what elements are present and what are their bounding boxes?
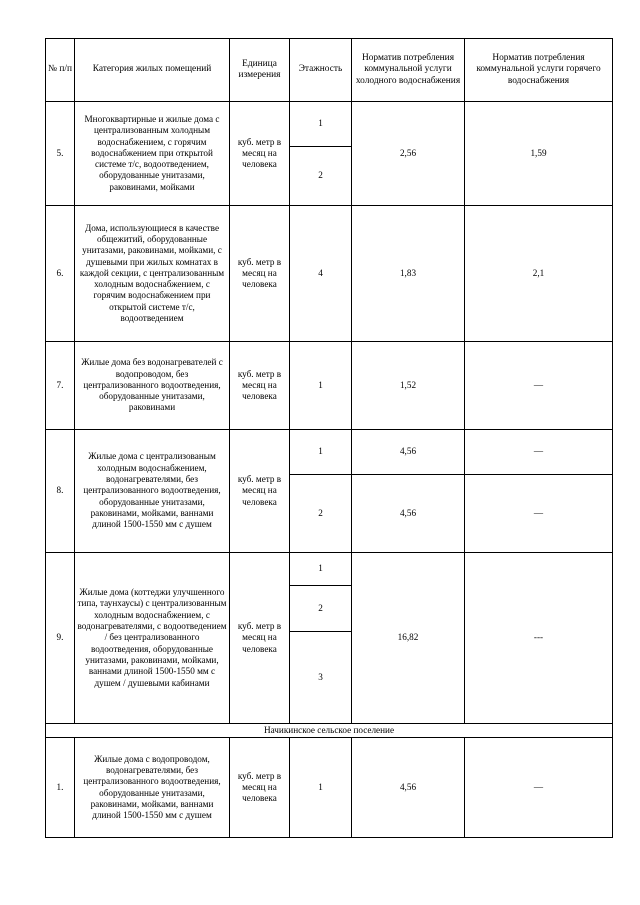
row-category: Жилые дома с централизованым холодным водоснабжением, водонагревателями, без централизованного водоотведения, оборудованные унитазами, раковинами, мойками, ваннами длиной 1500-1550 мм с душем	[75, 430, 230, 553]
norms-table	[45, 38, 613, 838]
row-hot-norm: —	[465, 430, 613, 475]
table-row	[46, 342, 613, 430]
row-category: Многоквартирные и жилые дома с централизованным холодным водоснабжением, с горячим водоснабжением при открытой системе т/с, водоотведением, оборудованные унитазами, раковинами, мойками	[75, 102, 230, 206]
header-hot-water: Нормaтив потребления коммунальной услуги горячего водоснабжения	[465, 39, 613, 102]
row-unit: куб. метр в месяц на человека	[230, 206, 290, 342]
row-cold-norm: 2,56	[352, 102, 465, 206]
table-row	[46, 206, 613, 342]
row-category: Жилые дома без водонагревателей с водопроводом, без централизованного водоотведения, оборудованные унитазами, раковинами	[75, 342, 230, 430]
row-floors: 4	[290, 206, 352, 342]
row-unit: куб. метр в месяц на человека	[230, 102, 290, 206]
row-floors: 2	[290, 147, 352, 206]
row-category: Жилые дома с водопроводом, водонагревателями, без централизованного водоотведения, оборудованные унитазами, раковинами, мойками, ваннами длиной 1500-1550 мм с душем	[75, 738, 230, 838]
row-floors: 2	[290, 475, 352, 553]
row-hot-norm: —	[465, 342, 613, 430]
table-row	[46, 102, 613, 147]
row-floors: 2	[290, 586, 352, 632]
row-cold-norm: 4,56	[352, 430, 465, 475]
row-number: 1.	[46, 738, 75, 838]
table-row	[46, 553, 613, 586]
row-hot-norm: —	[465, 475, 613, 553]
row-floors: 1	[290, 102, 352, 147]
header-cold-water: Норматив потребления коммунальной услуги холодного водоснабжения	[352, 39, 465, 102]
row-unit: куб. метр в месяц на человека	[230, 430, 290, 553]
row-unit: куб. метр в месяц на человека	[230, 553, 290, 724]
row-unit: куб. метр в месяц на человека	[230, 342, 290, 430]
row-floors: 1	[290, 430, 352, 475]
section-header-row	[46, 724, 613, 738]
row-number: 5.	[46, 102, 75, 206]
row-number: 7.	[46, 342, 75, 430]
row-cold-norm: 4,56	[352, 475, 465, 553]
header-category: Категория жилых помещений	[75, 39, 230, 102]
row-hot-norm: 2,1	[465, 206, 613, 342]
table-row	[46, 430, 613, 475]
row-cold-norm: 16,82	[352, 553, 465, 724]
row-floors: 1	[290, 553, 352, 586]
row-floors: 1	[290, 342, 352, 430]
table-row	[46, 738, 613, 838]
row-floors: 3	[290, 632, 352, 724]
section-title: Начикинское сельское поселение	[46, 724, 613, 738]
row-hot-norm: 1,59	[465, 102, 613, 206]
row-hot-norm: —	[465, 738, 613, 838]
row-number: 8.	[46, 430, 75, 553]
header-floors: Этажность	[290, 39, 352, 102]
row-unit: куб. метр в месяц на человека	[230, 738, 290, 838]
table-header-row	[46, 39, 613, 102]
row-cold-norm: 1,83	[352, 206, 465, 342]
row-floors: 1	[290, 738, 352, 838]
header-num: № п/п	[46, 39, 75, 102]
header-unit: Единица измерения	[230, 39, 290, 102]
row-cold-norm: 4,56	[352, 738, 465, 838]
row-number: 6.	[46, 206, 75, 342]
row-category: Жилые дома (коттеджи улучшенного типа, таунхаусы) с централизованным холодным водоснабжением, с водонагревателями, с водоотведением / без централизованного водоотведения, оборудованные унитазами, раковинами, мойками, ваннами длиной 1500-1550 мм с душем / душевыми кабинами	[75, 553, 230, 724]
row-category: Дома, использующиеся в качестве общежитий, оборудованные унитазами, раковинами, мойками, с душевыми при жилых комнатах в каждой секции, с централизованным холодным водоснабжением, с горячим водоснабжением при открытой системе т/с, водоотведением	[75, 206, 230, 342]
row-cold-norm: 1,52	[352, 342, 465, 430]
row-number: 9.	[46, 553, 75, 724]
row-hot-norm: ---	[465, 553, 613, 724]
